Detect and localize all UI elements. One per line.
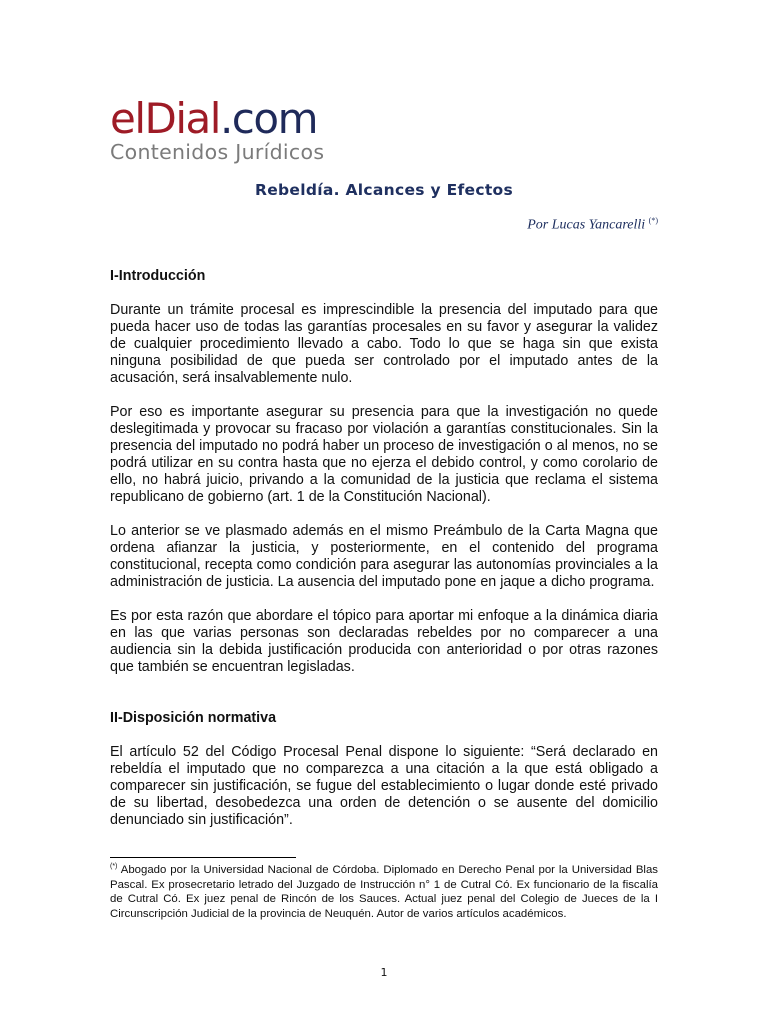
footnote-text: Abogado por la Universidad Nacional de Córdoba. Diplomado en Derecho Penal por la Universidad Blas Pascal. Ex prosecretario letrado del Juzgado de Instrucción n° 1 de Cutral Có. Ex funcionario de la fiscalía de Cutral Có. Ex juez penal de Rincón de los Sauces. Actual juez penal del Colegio de Jueces de la I Circunscripción Judicial de la provincia de Neuquén. Autor de varios artículos académicos. bbox=[110, 864, 658, 921]
author-line bbox=[527, 216, 658, 234]
paragraph: Lo anterior se ve plasmado además en el mismo Preámbulo de la Carta Magna que ordena afianzar la justicia, y posteriormente, en el contenido del programa constitucional, recepta como condición para asegurar las autonomías provinciales a la administración de justicia. La ausencia del imputado pone en jaque a dicho programa. bbox=[110, 523, 658, 590]
page-number: 1 bbox=[380, 966, 388, 979]
paragraph: Por eso es importante asegurar su presencia para que la investigación no quede deslegitimada y provocar su fracaso por violación a garantías constitucionales. Sin la presencia del imputado no podrá haber un proceso de investigación o al menos, no se podrá utilizar en su contra hasta que no ejerza el debido control, y como corolario de ello, no habrá juicio, privando a la comunidad de la justicia que reclama el sistema republicano de gobierno (art. 1 de la Constitución Nacional). bbox=[110, 404, 658, 505]
section-heading: II-Disposición normativa bbox=[110, 710, 277, 726]
footnote-divider bbox=[110, 857, 296, 858]
paragraph: Durante un trámite procesal es imprescindible la presencia del imputado para que pueda hacer uso de todas las garantías procesales en su favor y asegurar la validez de cualquier procedimiento llevado a cabo. Todo lo que se haga sin que exista ninguna posibilidad de que pueda ser controlado por el imputado antes de la acusación, será insalvablemente nulo. bbox=[110, 302, 658, 386]
section-spacer bbox=[110, 693, 658, 710]
eldial-logo bbox=[110, 94, 325, 164]
footnote-mark: (*) bbox=[110, 863, 118, 871]
section-heading: I-Introducción bbox=[110, 268, 206, 284]
logo-brand-blue: .com bbox=[219, 94, 317, 143]
author-name: Por Lucas Yancarelli bbox=[527, 217, 646, 233]
paragraph: Es por esta razón que abordare el tópico para aportar mi enfoque a la dinámica diaria en las que varias personas son declaradas rebeldes por no comparecer a una audiencia sin la debida justificación producida con anterioridad o por otras razones que también se encuentran legisladas. bbox=[110, 608, 658, 675]
author-footnote-mark: (*) bbox=[648, 216, 658, 225]
paragraph: El artículo 52 del Código Procesal Penal dispone lo siguiente: “Será declarado en rebeldía el imputado que no comparezca a una citación a la que está obligado a comparecer sin justificación, se fugue del establecimiento o lugar donde esté privado de su libertad, desobedezca una orden de detención o se ausente del domicilio denunciado sin justificación”. bbox=[110, 744, 658, 828]
logo-wordmark bbox=[110, 94, 324, 143]
footnote bbox=[110, 863, 658, 922]
logo-subtitle: Contenidos Jurídicos bbox=[110, 140, 325, 164]
document-title: Rebeldía. Alcances y Efectos bbox=[254, 181, 514, 199]
document-body bbox=[110, 268, 658, 846]
logo-brand-red: elDial bbox=[110, 94, 220, 143]
